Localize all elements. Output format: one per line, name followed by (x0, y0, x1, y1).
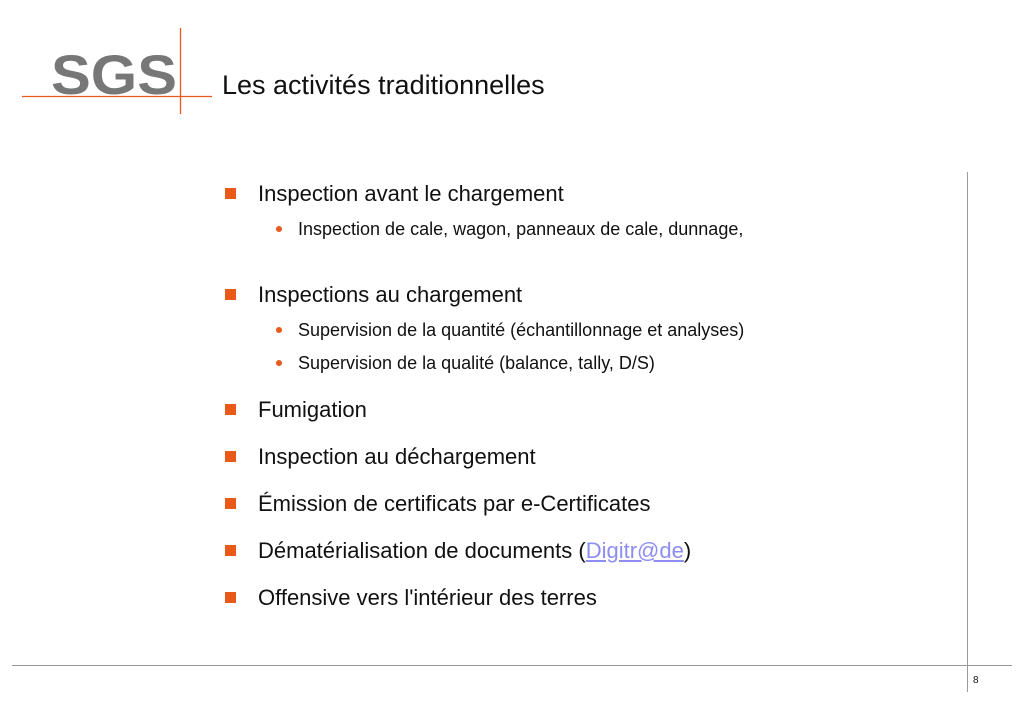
bullet-item (222, 490, 962, 517)
square-bullet-icon (225, 188, 236, 199)
bullet-text: Émission de certificats par e-Certificates (258, 491, 651, 516)
sub-bullet-item (258, 319, 962, 341)
sub-bullet-item (258, 218, 962, 240)
bullet-text: Offensive vers l'intérieur des terres (258, 585, 597, 610)
sub-list (258, 319, 962, 374)
vertical-rule (967, 172, 968, 692)
sub-bullet-text: Supervision de la qualité (balance, tally, D/S) (298, 353, 655, 373)
digitrade-link[interactable]: Digitr@de (585, 538, 684, 563)
sgs-logo (22, 28, 212, 114)
sub-bullet-text: Supervision de la quantité (échantillonnage et analyses) (298, 320, 745, 340)
logo-text: SGS (51, 43, 177, 106)
bullet-item (222, 584, 962, 611)
bullet-text: Inspection au déchargement (258, 444, 536, 469)
square-bullet-icon (225, 289, 236, 300)
bullet-text: Inspection avant le chargement (258, 181, 564, 206)
bullet-item (222, 281, 962, 374)
square-bullet-icon (225, 451, 236, 462)
sub-bullet-text: Inspection de cale, wagon, panneaux de cale, dunnage, (298, 219, 744, 239)
round-bullet-icon (276, 226, 282, 232)
round-bullet-icon (276, 360, 282, 366)
square-bullet-icon (225, 592, 236, 603)
square-bullet-icon (225, 498, 236, 509)
bullet-item (222, 180, 962, 240)
page-number: 8 (973, 675, 979, 686)
slide-title: Les activités traditionnelles (222, 70, 545, 100)
square-bullet-icon (225, 404, 236, 415)
round-bullet-icon (276, 327, 282, 333)
bullet-item (222, 537, 962, 564)
bullet-text: Fumigation (258, 397, 367, 422)
bullet-text-prefix: Dématérialisation de documents ( (258, 538, 586, 563)
bullet-item (222, 443, 962, 470)
sub-list (258, 218, 962, 240)
bullet-item (222, 396, 962, 423)
bullet-text-suffix: ) (683, 538, 692, 563)
bullet-list (222, 180, 962, 611)
square-bullet-icon (225, 545, 236, 556)
bullet-text: Inspections au chargement (258, 282, 523, 307)
sub-bullet-item (258, 352, 962, 374)
horizontal-rule (12, 665, 1012, 666)
